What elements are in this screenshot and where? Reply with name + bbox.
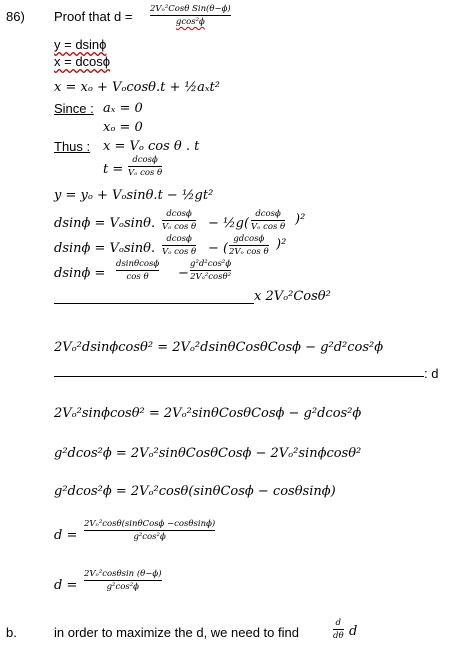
expanded-equation: 2Vₒ²dsinϕcosθ² = 2Vₒ²dsinθCosθCosϕ − g²d²cos²ϕ: [54, 340, 384, 355]
substitution-line-2-fraction-1: dcosϕ Vₒ cos θ: [162, 234, 197, 257]
since-label: Since :: [54, 101, 94, 116]
multiply-note: x 2Vₒ²Cosθ²: [254, 289, 331, 304]
part-b-tail: d: [349, 624, 358, 639]
header-fraction: [150, 4, 231, 27]
d-expression-fraction: 2Vₒ²cosθ(sinθCosϕ −cosθsinϕ) g²cos²ϕ: [84, 519, 216, 542]
divided-equation: 2Vₒ²sinϕcosθ² = 2Vₒ²sinθCosθCosϕ − g²dcos²ϕ: [54, 406, 362, 421]
t-prefix: t =: [103, 162, 124, 177]
divide-divider-line: [54, 376, 424, 377]
t-fraction: dcosϕ Vₒ cos θ: [128, 155, 163, 178]
x-definition: x = dcosϕ: [54, 54, 111, 69]
y-definition: y = dsinϕ: [54, 37, 107, 52]
divide-note: : d: [424, 366, 439, 381]
part-b-label: b.: [6, 625, 17, 640]
step-divider-line: [54, 303, 254, 304]
substitution-line-3-mid: −: [178, 266, 189, 281]
d-final-fraction: 2Vₒ²cosθsin (θ−ϕ) g²cos²ϕ: [84, 569, 162, 592]
header-denominator: gcos²ϕ: [175, 17, 205, 27]
part-b-derivative: d dθ: [333, 618, 344, 641]
substitution-line-2-mid: − (: [208, 241, 229, 256]
ax-zero: aₓ = 0: [103, 101, 143, 116]
part-b-text: in order to maximize the d, we need to find: [54, 625, 299, 640]
substitution-line-2-tail: )²: [276, 237, 287, 252]
factored-equation: g²dcos²ϕ = 2Vₒ²cosθ(sinθCosϕ − cosθsinϕ): [54, 484, 336, 499]
substitution-line-3-prefix: dsinϕ =: [54, 266, 106, 281]
x0-zero: xₒ = 0: [103, 120, 143, 135]
substitution-line-1-fraction-2: dcosϕ Vₒ cos θ: [251, 209, 286, 232]
substitution-line-3-fraction-1: dsinθcosϕ cos θ: [116, 259, 160, 282]
thus-label: Thus :: [54, 139, 91, 154]
substitution-line-1-mid: − ½g(: [208, 216, 250, 231]
substitution-line-1-tail: )²: [295, 212, 306, 227]
substitution-line-1-prefix: dsinϕ = Vₒsinθ.: [54, 216, 156, 231]
header-numerator: 2Vₒ²Cosθ Sin(θ−ϕ): [150, 4, 231, 14]
substitution-line-3-fraction-2: g²d²cos²ϕ 2Vₒ²cosθ²: [190, 259, 232, 282]
x-simplified: x = Vₒ cos θ . t: [103, 139, 200, 154]
substitution-line-2-fraction-2: gdcosϕ 2Vₒ cos θ: [229, 234, 269, 257]
rearranged-equation: g²dcos²ϕ = 2Vₒ²sinθCosθCosϕ − 2Vₒ²sinϕcosθ²: [54, 446, 362, 461]
proof-prefix: Proof that d =: [54, 9, 133, 24]
problem-number: 86): [6, 9, 25, 24]
substitution-line-2-prefix: dsinϕ = Vₒsinθ.: [54, 241, 156, 256]
d-final-prefix: d =: [54, 578, 78, 593]
d-expression-prefix: d =: [54, 528, 78, 543]
substitution-line-1-fraction-1: dcosϕ Vₒ cos θ: [162, 209, 197, 232]
y-kinematics-equation: y = yₒ + Vₒsinθ.t − ½gt²: [54, 188, 214, 203]
x-kinematics-equation: x = xₒ + Vₒcosθ.t + ½aₓt²: [54, 80, 220, 95]
